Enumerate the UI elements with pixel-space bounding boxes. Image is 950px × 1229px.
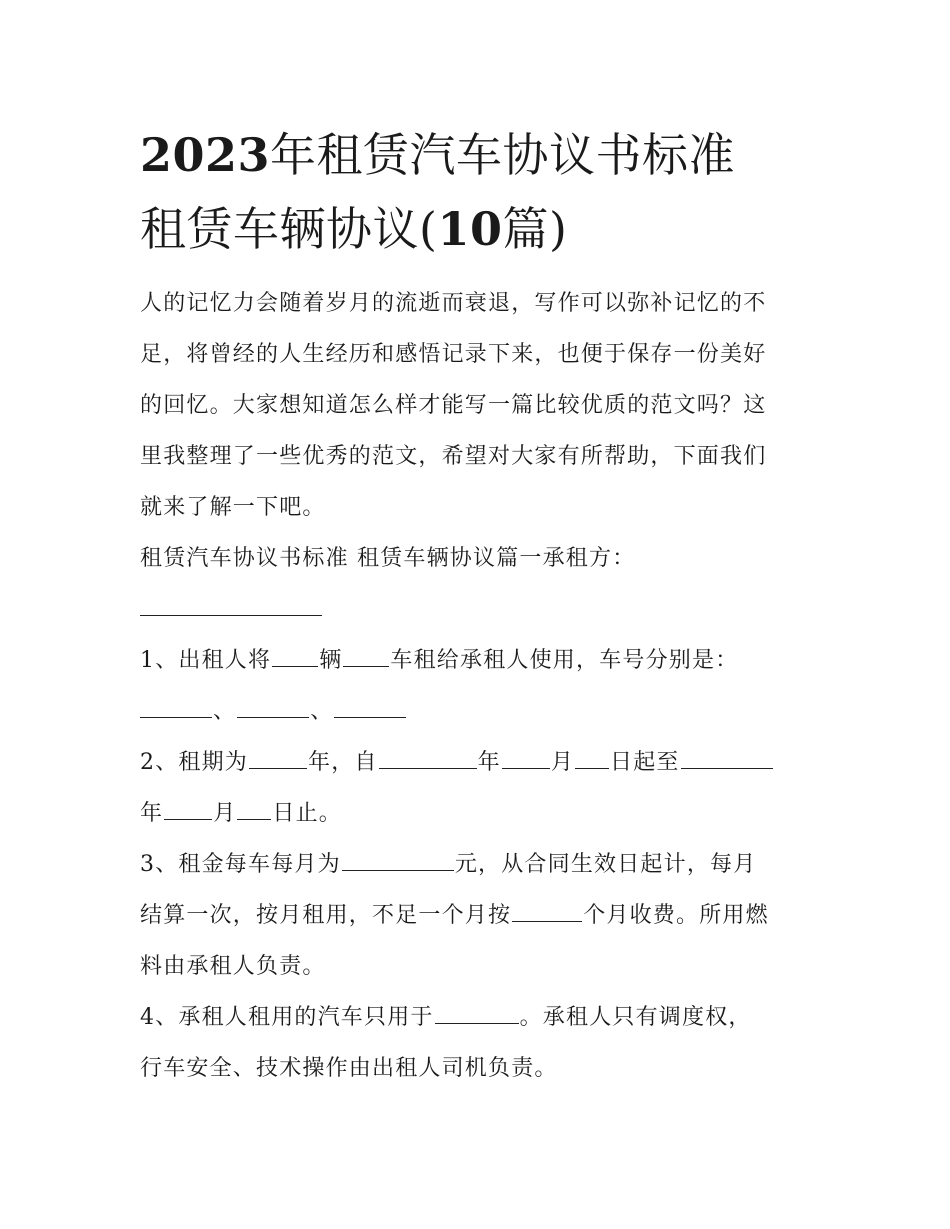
clause-text: 。承租人只有调度权，: [519, 1005, 752, 1030]
clause-text: 3、租金每车每月为: [140, 852, 341, 877]
clause-2-line-2: [140, 788, 812, 839]
usage-purpose-blank: [435, 1003, 519, 1024]
clause-text: 4、承租人租用的汽车只用于: [140, 1005, 434, 1030]
clause-text: 年: [140, 801, 164, 826]
vehicle-count-blank: [272, 646, 318, 667]
clause-text: 车租给承租人使用，车号分别是：: [390, 648, 739, 673]
clause-4-line-2: 行车安全、技术操作由出租人司机负责。: [140, 1056, 558, 1081]
intro-line: 里我整理了一些优秀的范文，希望对大家有所帮助，下面我们: [140, 444, 767, 469]
plate-number-blank: [237, 697, 309, 718]
clause-text: 月: [550, 750, 575, 775]
clause-3-line-1: [140, 839, 812, 890]
clause-text: 日止。: [272, 801, 343, 826]
clause-text: 年: [477, 750, 501, 775]
clause-4: [140, 992, 812, 1094]
clause-text: 、: [310, 699, 334, 724]
title-year: 2023: [140, 128, 271, 182]
clause-2: [140, 737, 812, 839]
section-heading-paragraph: [140, 533, 812, 635]
intro-line: 人的记忆力会随着岁月的流逝而衰退，写作可以弥补记忆的不: [140, 291, 767, 316]
clause-text: 2、租期为: [140, 750, 248, 775]
clause-text: 年，自: [308, 750, 378, 775]
clause-text: 结算一次，按月租用，不足一个月按: [140, 903, 512, 928]
clause-text: 、: [213, 699, 237, 724]
term-years-blank: [249, 748, 307, 769]
clause-1: [140, 635, 812, 737]
title-line-1: [140, 118, 820, 192]
clause-text: 元，从合同生效日起计，每月: [454, 852, 757, 877]
clause-text: 月: [213, 801, 237, 826]
clause-2-line-1: [140, 737, 812, 788]
clause-text: 个月收费。所用燃: [583, 903, 769, 928]
clause-text: 1、出租人将: [140, 648, 272, 673]
lessee-blank: [140, 595, 322, 616]
clause-3-line-2: [140, 890, 812, 941]
clause-3: [140, 839, 812, 992]
start-month-blank: [502, 748, 550, 769]
clause-text: 日起至: [610, 750, 680, 775]
clause-1-line-2: [140, 686, 812, 737]
plate-number-blank: [334, 697, 406, 718]
title-line-2-tail: 篇): [502, 202, 568, 256]
title-line-1-text: 年租赁汽车协议书标准: [270, 128, 736, 182]
document-title: [140, 118, 820, 266]
clause-1-line-1: [140, 635, 812, 686]
clause-4-line-1: [140, 992, 812, 1043]
lessee-blank-line: [140, 584, 812, 635]
title-line-2: [140, 192, 820, 266]
end-year-blank: [681, 748, 773, 769]
start-year-blank: [379, 748, 477, 769]
intro-line: 就来了解一下吧。: [140, 495, 326, 520]
monthly-rent-blank: [342, 850, 454, 871]
clause-text: 辆: [319, 648, 343, 673]
end-day-blank: [237, 799, 271, 820]
intro-paragraph: [140, 278, 812, 533]
section-heading: 租赁汽车协议书标准 租赁车辆协议篇一承租方：: [140, 546, 636, 571]
clause-3-line-3: 料由承租人负责。: [140, 954, 326, 979]
intro-line: 足，将曾经的人生经历和感悟记录下来，也便于保存一份美好: [140, 342, 767, 367]
intro-line: 的回忆。大家想知道怎么样才能写一篇比较优质的范文吗？这: [140, 393, 767, 418]
title-count: 10: [437, 202, 503, 256]
partial-month-blank: [512, 901, 582, 922]
title-line-2-text: 租赁车辆协议(: [140, 202, 438, 256]
end-month-blank: [164, 799, 212, 820]
plate-number-blank: [140, 697, 212, 718]
document-body: [140, 278, 812, 1094]
start-day-blank: [575, 748, 609, 769]
vehicle-type-blank: [343, 646, 389, 667]
